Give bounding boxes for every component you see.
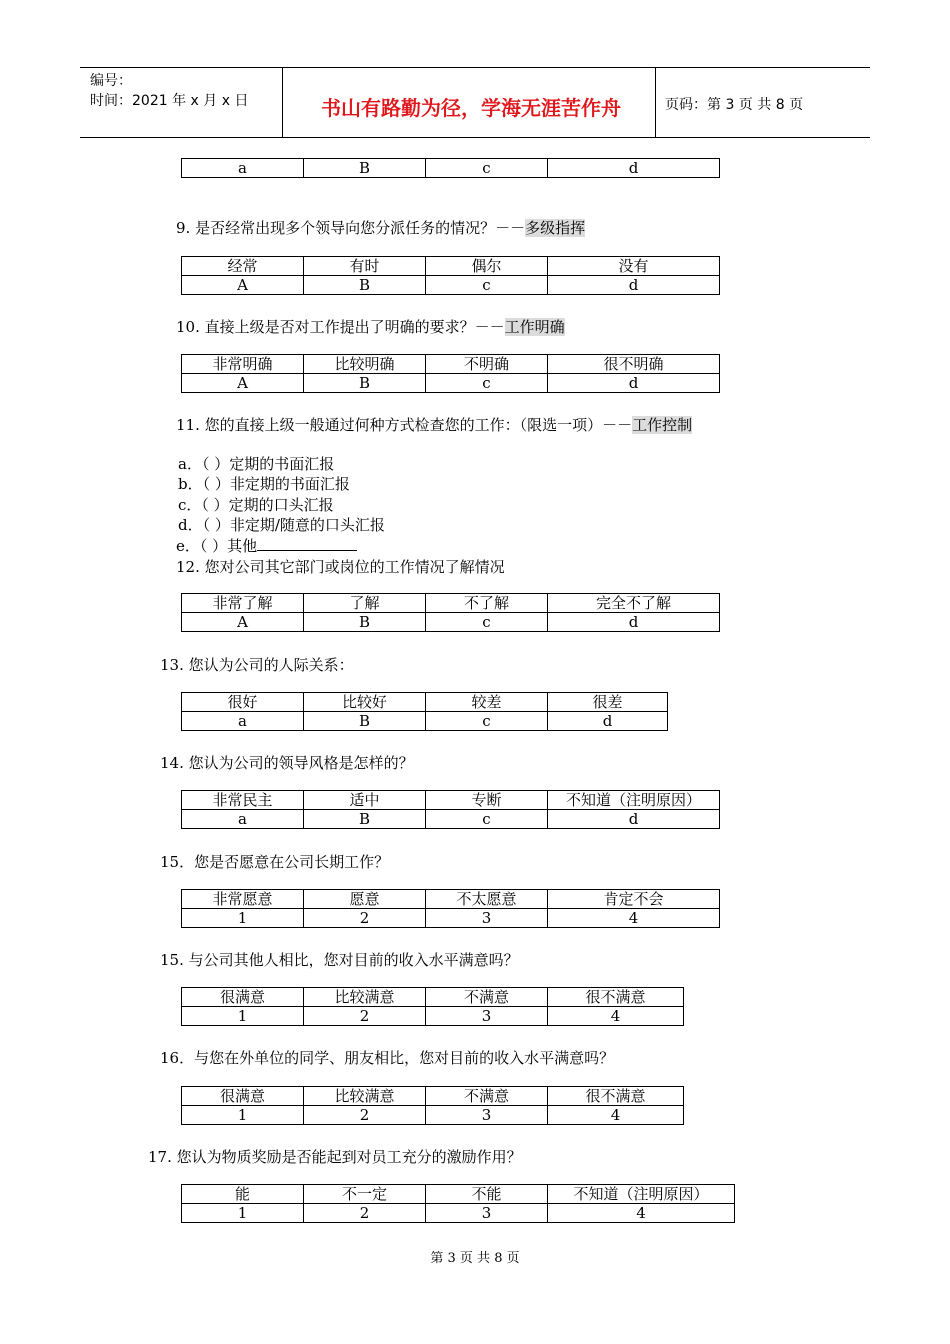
table-cell: a (182, 159, 304, 178)
question-14 (160, 752, 414, 773)
table-header-cell: 非常明确 (182, 355, 304, 374)
question-15a (160, 851, 389, 872)
table-header-cell: 经常 (182, 257, 304, 276)
question-13 (160, 654, 354, 675)
question-tag: 工作控制 (632, 416, 693, 434)
question-11 (176, 414, 692, 435)
table-cell: d (548, 712, 668, 731)
table-cell: 2 (304, 1106, 426, 1125)
table-cell: 1 (182, 909, 304, 928)
header-divider (655, 68, 656, 137)
table-cell: 4 (548, 1204, 735, 1223)
table-header-row (182, 1087, 684, 1106)
table-header-cell: 不能 (426, 1185, 548, 1204)
table-header-cell: 专断 (426, 791, 548, 810)
table-cell: 2 (304, 909, 426, 928)
question-text: 10. 直接上级是否对工作提出了明确的要求？－－ (176, 318, 505, 336)
answer-table (181, 692, 668, 731)
table-row (182, 909, 720, 928)
answer-table (181, 354, 720, 393)
table-cell: A (182, 374, 304, 393)
table-header-cell: 比较满意 (304, 1087, 426, 1106)
answer-table (181, 1184, 735, 1223)
question-17 (148, 1146, 522, 1167)
table-header-row (182, 594, 720, 613)
question-10 (176, 316, 565, 337)
table-header-row (182, 355, 720, 374)
table-header-cell: 偶尔 (426, 257, 548, 276)
table-header-cell: 有时 (304, 257, 426, 276)
question-text: 13. 您认为公司的人际关系： (160, 656, 354, 674)
question-9 (176, 217, 585, 238)
question-text: 9. 是否经常出现多个领导向您分派任务的情况？－－ (176, 219, 526, 237)
table-cell: A (182, 613, 304, 632)
table-row (182, 159, 720, 178)
table-cell: A (182, 276, 304, 295)
table-cell: B (304, 810, 426, 829)
question-text: 14. 您认为公司的领导风格是怎样的？ (160, 754, 414, 772)
table-cell: c (426, 810, 548, 829)
other-blank-line[interactable] (257, 536, 357, 551)
table-header-cell: 很不明确 (548, 355, 720, 374)
table-cell: 1 (182, 1204, 304, 1223)
table-header-cell: 很满意 (182, 988, 304, 1007)
table-cell: 3 (426, 1106, 548, 1125)
page-header (80, 67, 870, 138)
header-divider (282, 68, 283, 137)
table-row (182, 712, 668, 731)
option-d[interactable]: d．（ ）非定期/随意的口头汇报 (178, 516, 385, 534)
question-tag: 多级指挥 (525, 219, 586, 237)
table-cell: 4 (548, 1106, 684, 1125)
table-header-cell: 完全不了解 (548, 594, 720, 613)
table-cell: B (304, 276, 426, 295)
answer-table (181, 790, 720, 829)
table-header-cell: 比较满意 (304, 988, 426, 1007)
table-cell: a (182, 810, 304, 829)
table-header-cell: 较差 (426, 693, 548, 712)
table-header-cell: 没有 (548, 257, 720, 276)
table-header-cell: 比较明确 (304, 355, 426, 374)
question-text: 12. 您对公司其它部门或岗位的工作情况了解情况 (176, 558, 505, 576)
table-header-cell: 能 (182, 1185, 304, 1204)
table-header-row (182, 791, 720, 810)
table-row (182, 1204, 735, 1223)
table-header-row (182, 890, 720, 909)
table-header-cell: 很好 (182, 693, 304, 712)
table-cell: 1 (182, 1106, 304, 1125)
table-cell: c (426, 159, 548, 178)
table-cell: B (304, 712, 426, 731)
header-page-info: 页码：第 3 页 共 8 页 (665, 97, 804, 113)
answer-table (181, 158, 720, 178)
table-header-cell: 肯定不会 (548, 890, 720, 909)
question-12 (176, 556, 505, 577)
table-header-cell: 不知道（注明原因） (548, 1185, 735, 1204)
option-e[interactable] (176, 535, 357, 556)
answer-table (181, 889, 720, 928)
answer-table (181, 1086, 684, 1125)
table-cell: d (548, 810, 720, 829)
doc-time-label: 时间：2021 年 x 月 x 日 (90, 93, 249, 109)
table-header-cell: 非常民主 (182, 791, 304, 810)
table-header-cell: 很不满意 (548, 1087, 684, 1106)
question-15b (160, 949, 519, 970)
question-text: 15．您是否愿意在公司长期工作？ (160, 853, 390, 871)
table-cell: 3 (426, 1204, 548, 1223)
table-header-cell: 不一定 (304, 1185, 426, 1204)
question-text: 17. 您认为物质奖励是否能起到对员工充分的激励作用？ (148, 1148, 522, 1166)
table-header-cell: 很不满意 (548, 988, 684, 1007)
table-cell: d (548, 374, 720, 393)
table-header-cell: 不明确 (426, 355, 548, 374)
table-cell: d (548, 159, 720, 178)
answer-table (181, 256, 720, 295)
table-header-cell: 很满意 (182, 1087, 304, 1106)
table-cell: d (548, 276, 720, 295)
header-motto: 书山有路勤为径，学海无涯苦作舟 (321, 96, 621, 120)
table-header-cell: 非常了解 (182, 594, 304, 613)
table-cell: B (304, 613, 426, 632)
table-cell: 3 (426, 1007, 548, 1026)
option-c[interactable]: c．（ ）定期的口头汇报 (178, 496, 334, 514)
table-cell: a (182, 712, 304, 731)
table-cell: c (426, 374, 548, 393)
question-tag: 工作明确 (504, 318, 565, 336)
table-header-cell: 适中 (304, 791, 426, 810)
table-header-cell: 不了解 (426, 594, 548, 613)
table-row (182, 1106, 684, 1125)
table-cell: B (304, 374, 426, 393)
table-header-cell: 愿意 (304, 890, 426, 909)
table-header-cell: 很差 (548, 693, 668, 712)
table-row (182, 374, 720, 393)
table-cell: 2 (304, 1007, 426, 1026)
question-text: 16．与您在外单位的同学、朋友相比，您对目前的收入水平满意吗？ (160, 1049, 615, 1067)
table-header-row (182, 257, 720, 276)
table-header-cell: 不知道（注明原因） (548, 791, 720, 810)
table-header-cell: 非常愿意 (182, 890, 304, 909)
doc-number-label: 编号： (90, 73, 132, 89)
table-cell: 4 (548, 909, 720, 928)
table-cell: B (304, 159, 426, 178)
option-e-label: e．（ ）其他 (176, 537, 258, 555)
table-cell: 2 (304, 1204, 426, 1223)
table-header-cell: 比较好 (304, 693, 426, 712)
question-text: 15. 与公司其他人相比，您对目前的收入水平满意吗？ (160, 951, 519, 969)
table-cell: 3 (426, 909, 548, 928)
table-cell: c (426, 276, 548, 295)
question-text: 11. 您的直接上级一般通过何种方式检查您的工作：（限选一项）－－ (176, 416, 633, 434)
page-footer: 第 3 页 共 8 页 (430, 1251, 520, 1266)
table-cell: 4 (548, 1007, 684, 1026)
table-cell: c (426, 613, 548, 632)
table-header-cell: 不满意 (426, 988, 548, 1007)
question-16 (160, 1047, 614, 1068)
header-info (90, 71, 248, 111)
table-row (182, 1007, 684, 1026)
table-cell: d (548, 613, 720, 632)
table-cell: c (426, 712, 548, 731)
answer-table (181, 593, 720, 632)
table-header-cell: 了解 (304, 594, 426, 613)
table-row (182, 276, 720, 295)
table-header-cell: 不太愿意 (426, 890, 548, 909)
table-header-row (182, 1185, 735, 1204)
option-b[interactable]: b．（ ）非定期的书面汇报 (178, 475, 350, 493)
table-header-row (182, 988, 684, 1007)
table-cell: 1 (182, 1007, 304, 1026)
option-a[interactable]: a．（ ）定期的书面汇报 (178, 455, 335, 473)
table-header-cell: 不满意 (426, 1087, 548, 1106)
table-row (182, 810, 720, 829)
answer-table (181, 987, 684, 1026)
table-header-row (182, 693, 668, 712)
table-row (182, 613, 720, 632)
